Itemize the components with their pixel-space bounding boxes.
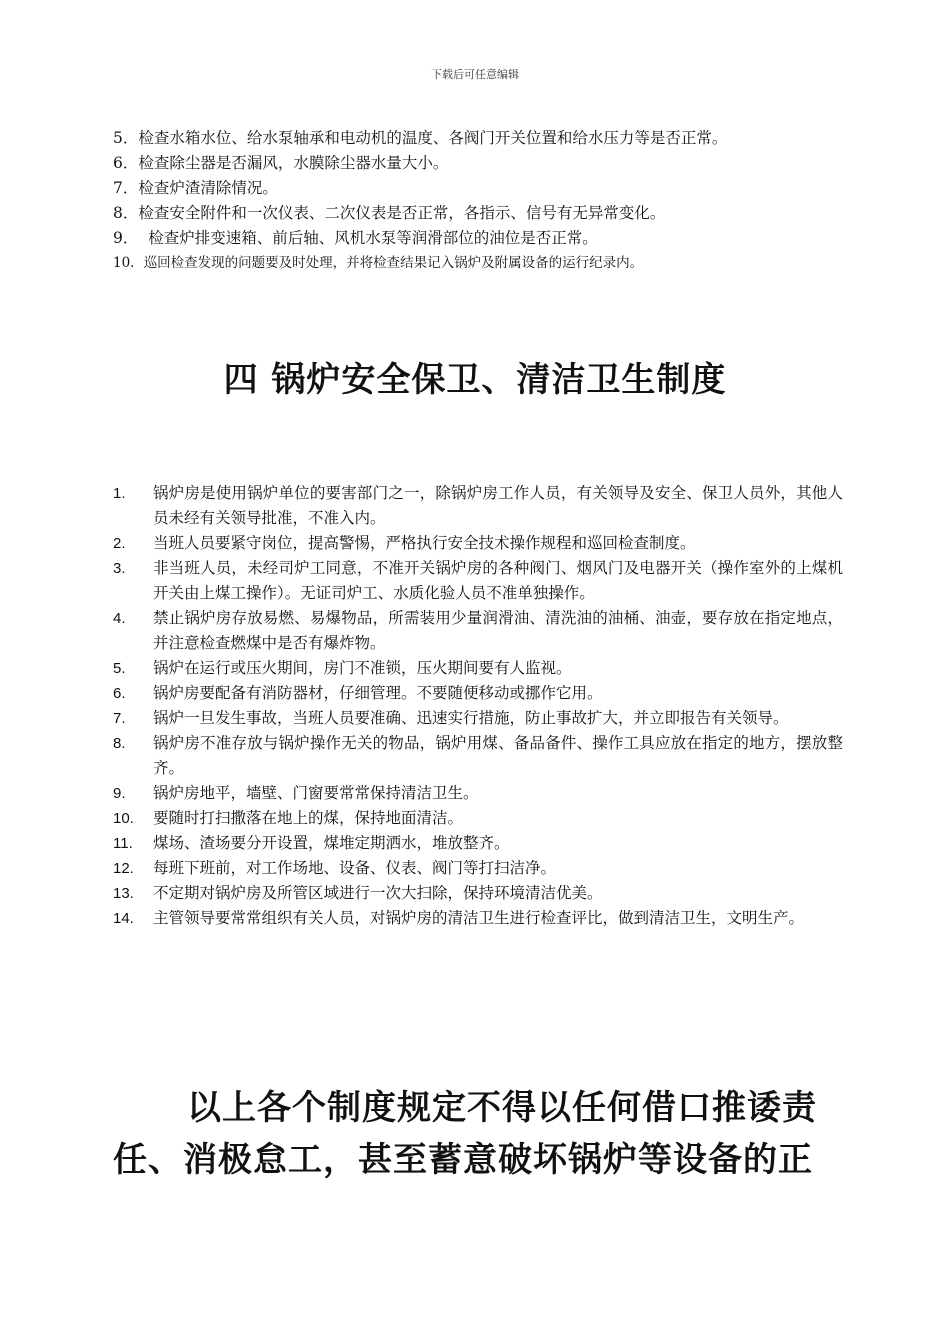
item-number: 5． <box>113 129 139 147</box>
item-number: 2. <box>113 535 126 552</box>
list-item <box>113 151 843 176</box>
item-number: 8． <box>113 204 139 222</box>
list-item <box>113 126 843 151</box>
item-number: 1. <box>113 485 126 502</box>
list-item <box>113 681 843 706</box>
item-number: 14. <box>113 910 134 927</box>
list-item <box>113 706 843 731</box>
item-text: 锅炉在运行或压火期间，房门不准锁，压火期间要有人监视。 <box>153 659 572 677</box>
item-text: 检查安全附件和一次仪表、二次仪表是否正常，各指示、信号有无异常变化。 <box>138 204 666 222</box>
list-item <box>113 481 843 531</box>
list-item <box>113 556 843 606</box>
item-text: 非当班人员，未经司炉工同意，不准开关锅炉房的各种阀门、烟风门及电器开关（操作室外的上煤机开关由上煤工操作）。无证司炉工、水质化验人员不准单独操作。 <box>153 559 843 602</box>
item-number: 4. <box>113 610 126 627</box>
item-number: 3. <box>113 560 126 577</box>
list-item <box>113 606 843 656</box>
list-item <box>113 531 843 556</box>
inspection-list <box>113 126 843 276</box>
section-title: 四 锅炉安全保卫、清洁卫生制度 <box>223 360 727 400</box>
list-item <box>113 251 843 276</box>
item-text: 巡回检查发现的问题要及时处理，并将检查结果记入锅炉及附属设备的运行纪录内。 <box>143 255 644 271</box>
item-text: 禁止锅炉房存放易燃、易爆物品，所需装用少量润滑油、清洗油的油桶、油壶，要存放在指定地点，并注意检查燃煤中是否有爆炸物。 <box>153 609 843 652</box>
list-item <box>113 831 843 856</box>
list-item <box>113 856 843 881</box>
item-number: 12. <box>113 860 134 877</box>
closing-statement: 以上各个制度规定不得以任何借口推诿责任、消极怠工，甚至蓄意破坏锅炉等设备的正 <box>113 1088 817 1180</box>
item-text: 锅炉房要配备有消防器材，仔细管理。不要随便移动或挪作它用。 <box>153 684 603 702</box>
list-item <box>113 881 843 906</box>
item-number: 6． <box>113 154 139 172</box>
item-number: 7． <box>113 179 139 197</box>
item-number: 9． <box>113 229 149 247</box>
item-number: 5. <box>113 660 126 677</box>
item-text: 当班人员要紧守岗位，提高警惕，严格执行安全技术操作规程和巡回检查制度。 <box>153 534 696 552</box>
list-item <box>113 176 843 201</box>
list-item <box>113 806 843 831</box>
item-text: 锅炉一旦发生事故，当班人员要准确、迅速实行措施，防止事故扩大，并立即报告有关领导。 <box>153 709 789 727</box>
list-item <box>113 906 843 931</box>
item-text: 不定期对锅炉房及所管区域进行一次大扫除，保持环境清洁优美。 <box>153 884 603 902</box>
item-number: 11. <box>113 835 133 852</box>
rules-list <box>113 481 843 931</box>
item-number: 7. <box>113 710 126 727</box>
item-text: 锅炉房是使用锅炉单位的要害部门之一，除锅炉房工作人员，有关领导及安全、保卫人员外，其他人员未经有关领导批准，不准入内。 <box>153 484 843 527</box>
item-number: 10. <box>113 810 134 827</box>
page-header: 下载后可任意编辑 <box>431 68 519 81</box>
item-number: 8. <box>113 735 126 752</box>
item-text: 检查水箱水位、给水泵轴承和电动机的温度、各阀门开关位置和给水压力等是否正常。 <box>138 129 728 147</box>
item-number: 6. <box>113 685 126 702</box>
item-number: 10． <box>113 255 144 271</box>
item-text: 检查炉排变速箱、前后轴、风机水泵等润滑部位的油位是否正常。 <box>148 229 598 247</box>
item-text: 每班下班前，对工作场地、设备、仪表、阀门等打扫洁净。 <box>153 859 557 877</box>
list-item <box>113 731 843 781</box>
list-item <box>113 201 843 226</box>
item-text: 检查除尘器是否漏风，水膜除尘器水量大小。 <box>138 154 449 172</box>
item-text: 主管领导要常常组织有关人员，对锅炉房的清洁卫生进行检查评比，做到清洁卫生，文明生产。 <box>153 909 805 927</box>
item-text: 检查炉渣清除情况。 <box>138 179 278 197</box>
item-number: 13. <box>113 885 134 902</box>
item-text: 要随时打扫撒落在地上的煤，保持地面清洁。 <box>153 809 464 827</box>
item-text: 锅炉房地平，墙壁、门窗要常常保持清洁卫生。 <box>153 784 479 802</box>
list-item <box>113 656 843 681</box>
item-text: 煤场、渣场要分开设置，煤堆定期洒水，堆放整齐。 <box>153 834 510 852</box>
item-text: 锅炉房不准存放与锅炉操作无关的物品，锅炉用煤、备品备件、操作工具应放在指定的地方，摆放整齐。 <box>153 734 843 777</box>
list-item <box>113 226 843 251</box>
item-number: 9. <box>113 785 126 802</box>
list-item <box>113 781 843 806</box>
